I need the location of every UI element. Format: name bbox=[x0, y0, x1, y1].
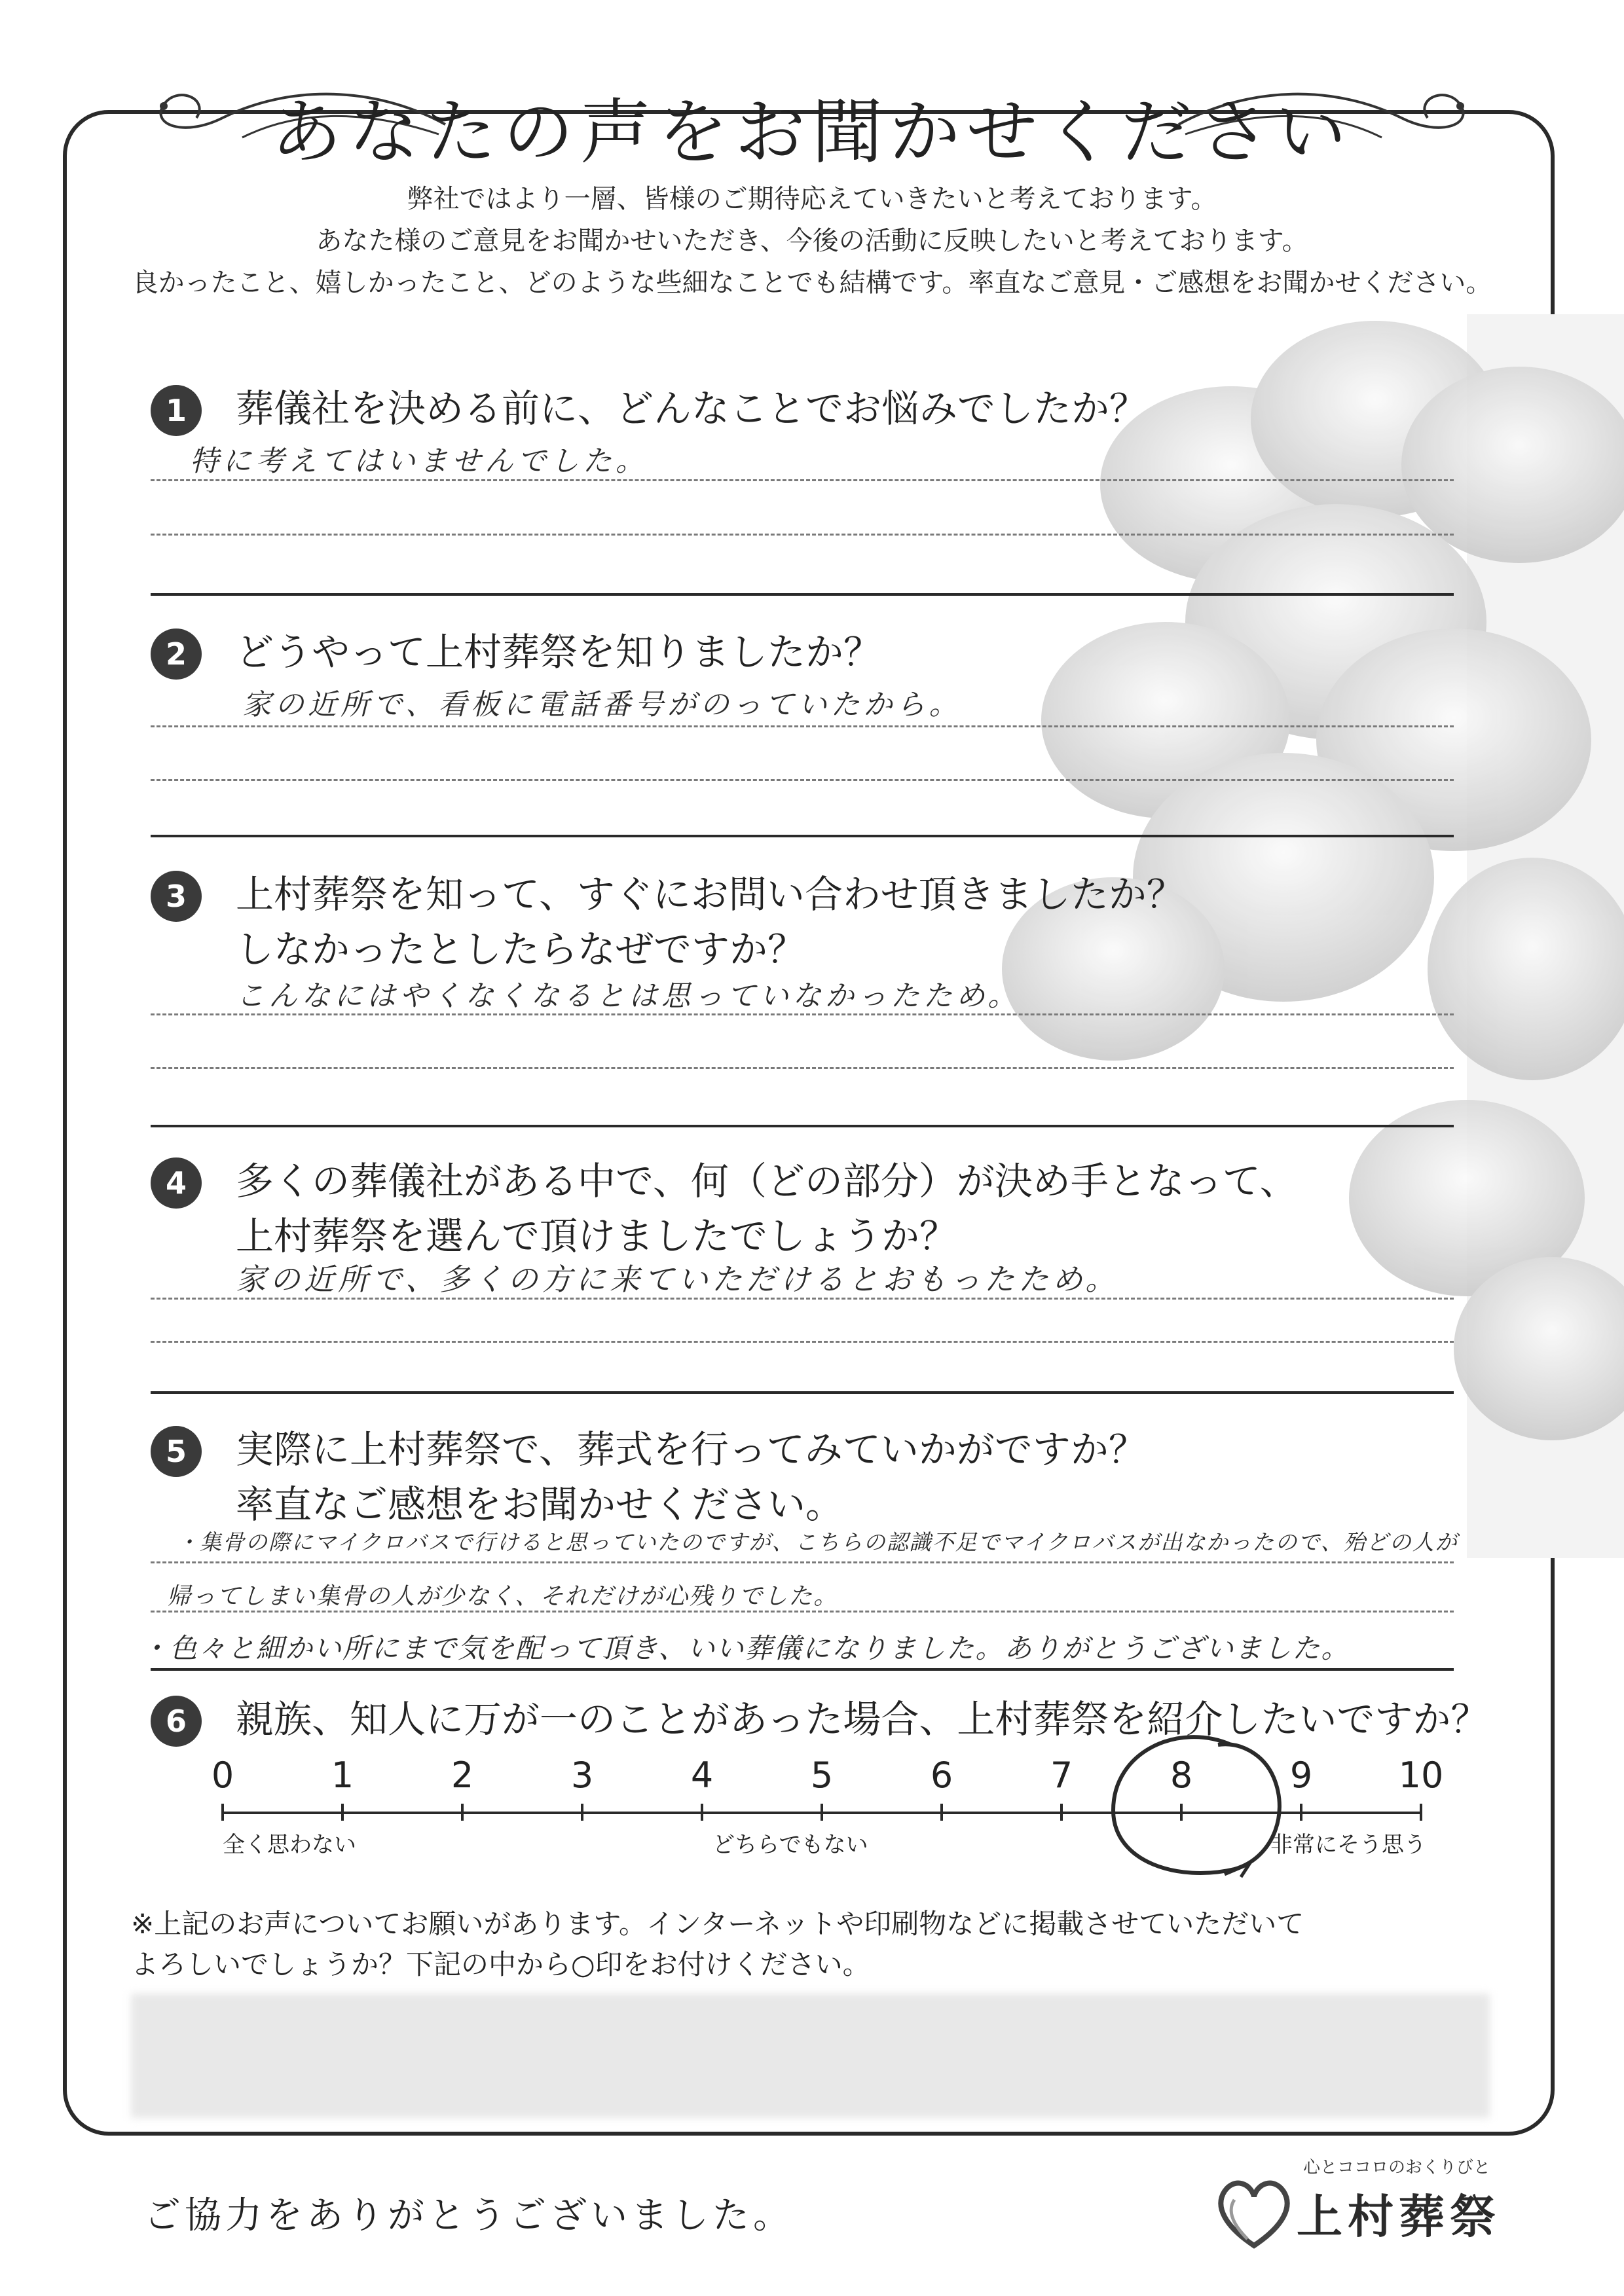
question-line: 親族、知人に万が一のことがあった場合、上村葬祭を紹介したいですか？ bbox=[236, 1697, 1489, 1741]
intro-line: 弊社ではより一層、皆様のご期待応えていきたいと考えております。 bbox=[407, 184, 1217, 214]
section-divider bbox=[151, 593, 1454, 596]
answer-handwriting: 家の近所で、看板に電話番号がのっていたから。 bbox=[242, 688, 962, 721]
scale-tick-label[interactable]: 10 bbox=[1398, 1755, 1444, 1796]
scale-tick-label[interactable]: 7 bbox=[1050, 1755, 1073, 1796]
answer-line bbox=[151, 1067, 1454, 1069]
question-text bbox=[236, 1692, 1488, 1747]
section-divider bbox=[151, 1125, 1454, 1127]
question-line: どうやって上村葬祭を知りましたか？ bbox=[236, 630, 882, 674]
question-number-badge: 4 bbox=[151, 1157, 202, 1209]
page-title: あなたの声をお聞かせください bbox=[270, 92, 1353, 173]
logo-tagline: 心とココロのおくりびと bbox=[1303, 2158, 1491, 2178]
answer-handwriting: 家の近所で、多くの方に来ていただけるとおもったため。 bbox=[236, 1262, 1120, 1297]
company-logo bbox=[1211, 2154, 1552, 2259]
publication-request-note bbox=[131, 1904, 1304, 1985]
intro-text bbox=[118, 178, 1506, 304]
answer-handwriting: こんなにはやくなくなるとは思っていなかったため。 bbox=[236, 979, 1021, 1013]
scale-label-mid: どちらでもない bbox=[712, 1832, 868, 1858]
answer-line bbox=[151, 479, 1454, 481]
answer-line bbox=[151, 1561, 1454, 1563]
scale-tick-label[interactable]: 1 bbox=[331, 1755, 354, 1796]
question-number-badge: 3 bbox=[151, 871, 202, 922]
section-divider bbox=[151, 835, 1454, 837]
question-text bbox=[236, 1154, 1298, 1264]
question-line: 多くの葬儀社がある中で、何（どの部分）が決め手となって、 bbox=[236, 1159, 1298, 1203]
question-number-badge: 6 bbox=[151, 1696, 202, 1747]
answer-line bbox=[151, 1013, 1454, 1015]
question-line: 上村葬祭を選んで頂けましたでしょうか？ bbox=[236, 1214, 958, 1258]
section-divider bbox=[151, 1668, 1454, 1671]
answer-line bbox=[151, 725, 1454, 727]
scale-tick bbox=[1060, 1804, 1063, 1821]
question-line: しなかったとしたらなぜですか？ bbox=[236, 927, 806, 972]
scale-tick bbox=[940, 1804, 943, 1821]
section-divider bbox=[151, 1391, 1454, 1394]
answer-handwriting: ・集骨の際にマイクロバスで行けると思っていたのですが、こちらの認識不足でマイクロバスが出なかったので、殆どの人が bbox=[177, 1529, 1458, 1555]
answer-line bbox=[151, 1341, 1454, 1343]
scale-tick bbox=[701, 1804, 703, 1821]
scale-tick-label[interactable]: 6 bbox=[930, 1755, 953, 1796]
question-line: 葬儀社を決める前に、どんなことでお悩みでしたか？ bbox=[236, 386, 1148, 431]
scale-tick-label[interactable]: 8 bbox=[1170, 1755, 1193, 1796]
scale-tick-label[interactable]: 9 bbox=[1289, 1755, 1313, 1796]
scale-tick-label[interactable]: 5 bbox=[810, 1755, 834, 1796]
answer-handwriting: 帰ってしまい集骨の人が少なく、それだけが心残りでした。 bbox=[167, 1583, 839, 1610]
closing-thanks: ご協力をありがとうございました。 bbox=[144, 2195, 794, 2237]
question-line: 実際に上村葬祭で、葬式を行ってみていかがですか？ bbox=[236, 1427, 1147, 1472]
scale-tick bbox=[461, 1804, 464, 1821]
logo-name: 上村葬祭 bbox=[1297, 2190, 1501, 2244]
answer-handwriting: ・色々と細かい所にまで気を配って頂き、いい葬儀になりました。ありがとうございました。 bbox=[141, 1632, 1350, 1664]
blurred-consent-options bbox=[131, 1994, 1490, 2118]
scale-tick bbox=[221, 1804, 224, 1821]
scale-tick-label[interactable]: 3 bbox=[570, 1755, 594, 1796]
scale-tick-label[interactable]: 2 bbox=[451, 1755, 474, 1796]
question-text bbox=[236, 625, 881, 680]
intro-line: あなた様のご意見をお聞かせいただき、今後の活動に反映したいと考えております。 bbox=[316, 226, 1308, 256]
note-line: ※上記のお声についてお願いがあります。インターネットや印刷物などに掲載させていただいて bbox=[131, 1908, 1304, 1940]
question-text bbox=[236, 867, 1185, 977]
question-line: 率直なご感想をお聞かせください。 bbox=[236, 1482, 844, 1527]
answer-line bbox=[151, 1611, 1454, 1613]
selected-rating-circle bbox=[1100, 1719, 1297, 1895]
scale-label-low: 全く思わない bbox=[223, 1832, 356, 1858]
scale-tick bbox=[341, 1804, 344, 1821]
answer-line bbox=[151, 779, 1454, 781]
intro-line: 良かったこと、嬉しかったこと、どのような些細なことでも結構です。率直なご意見・ご感想をお聞かせください。 bbox=[132, 268, 1492, 298]
question-number-badge: 2 bbox=[151, 629, 202, 680]
question-number-badge: 1 bbox=[151, 385, 202, 436]
scale-tick bbox=[581, 1804, 583, 1821]
scale-tick bbox=[1420, 1804, 1422, 1821]
answer-line bbox=[151, 1298, 1454, 1300]
scale-tick bbox=[1300, 1804, 1302, 1821]
question-number-badge: 5 bbox=[151, 1426, 202, 1477]
scale-tick-label[interactable]: 0 bbox=[211, 1755, 234, 1796]
question-line: 上村葬祭を知って、すぐにお問い合わせ頂きましたか？ bbox=[236, 872, 1185, 917]
question-text bbox=[236, 1422, 1147, 1532]
scale-tick-label[interactable]: 4 bbox=[690, 1755, 714, 1796]
note-line: よろしいでしょうか？下記の中から○印をお付けください。 bbox=[131, 1948, 870, 1980]
scale-label-high: 非常にそう思う bbox=[1270, 1832, 1426, 1858]
heart-logo-icon bbox=[1211, 2170, 1297, 2255]
question-text bbox=[236, 381, 1147, 436]
answer-line bbox=[151, 534, 1454, 536]
scale-tick bbox=[821, 1804, 823, 1821]
answer-handwriting: 特に考えてはいませんでした。 bbox=[190, 445, 648, 478]
